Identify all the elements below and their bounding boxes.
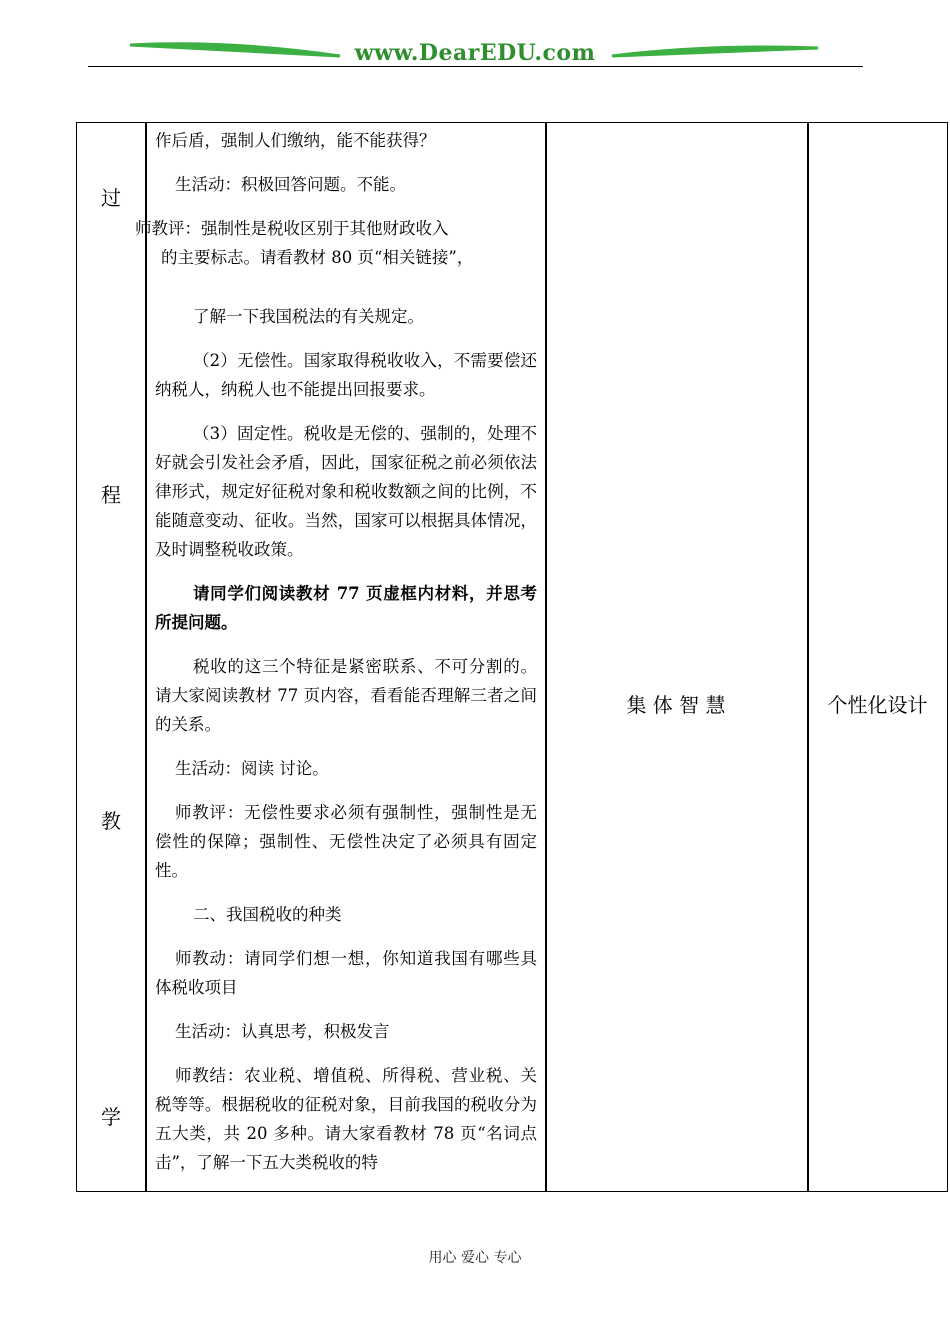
table-column-divider: [145, 122, 147, 1192]
content-line: 的主要标志。请看教材 80 页“相关链接”，: [161, 248, 474, 267]
lesson-content: [135, 126, 537, 1177]
side-label: 学: [101, 1105, 121, 1129]
content-line: 生活动：认真思考，积极发言: [175, 1022, 390, 1041]
content-line: 了解一下我国税法的有关规定。: [193, 307, 424, 326]
section-heading: 二、我国税收的种类: [193, 905, 342, 924]
page-footer: 用心 爱心 专心: [428, 1250, 522, 1266]
content-line: 生活动：阅读 讨论。: [175, 759, 329, 778]
content-line: 师教评：无偿性要求必须有强制性，强制性是无偿性的保障；强制性、无偿性决定了必须具有固定性。: [155, 803, 537, 880]
page-header: [0, 0, 950, 80]
content-line: 税收的这三个特征是紧密联系、不可分割的。请大家阅读教材 77 页内容，看看能否理解三者之间的关系。: [155, 657, 537, 734]
side-label: 程: [101, 483, 121, 507]
table-column-divider: [807, 122, 809, 1192]
content-line: 请同学们阅读教材 77 页虚框内材料，并思考所提问题。: [155, 584, 537, 632]
table-column-divider: [545, 122, 547, 1192]
side-label: 教: [101, 809, 121, 833]
content-line: （2）无偿性。国家取得税收收入，不需要偿还纳税人，纳税人也不能提出回报要求。: [155, 351, 537, 399]
content-line: 作后盾，强制人们缴纳，能不能获得？: [155, 131, 436, 150]
personalized-design-label: 个性化设计: [827, 693, 928, 717]
site-logo: www.DearEDU.com: [354, 40, 596, 66]
content-line: 师教结：农业税、增值税、所得税、营业税、关税等等。根据税收的征税对象，目前我国的税收分为五大类，共 20 多种。请大家看教材 78 页“名词点击”，了解一下五大类税收的特: [155, 1066, 537, 1172]
collective-wisdom-label: 集 体 智 慧: [626, 693, 726, 717]
content-line: 生活动：积极回答问题。不能。: [175, 175, 406, 194]
content-line: 师教动：请同学们想一想，你知道我国有哪些具体税收项目: [155, 949, 537, 997]
side-label: 过: [101, 186, 121, 210]
content-line: 师教评：强制性是税收区别于其他财政收入: [135, 219, 449, 238]
content-line: （3）固定性。税收是无偿的、强制的，处理不好就会引发社会矛盾，因此，国家征税之前必须依法律形式，规定好征税对象和税收数额之间的比例，不能随意变动、征收。当然，国家可以根据具体情况，及时调整税收政策。: [155, 424, 537, 559]
header-divider: [88, 66, 863, 67]
